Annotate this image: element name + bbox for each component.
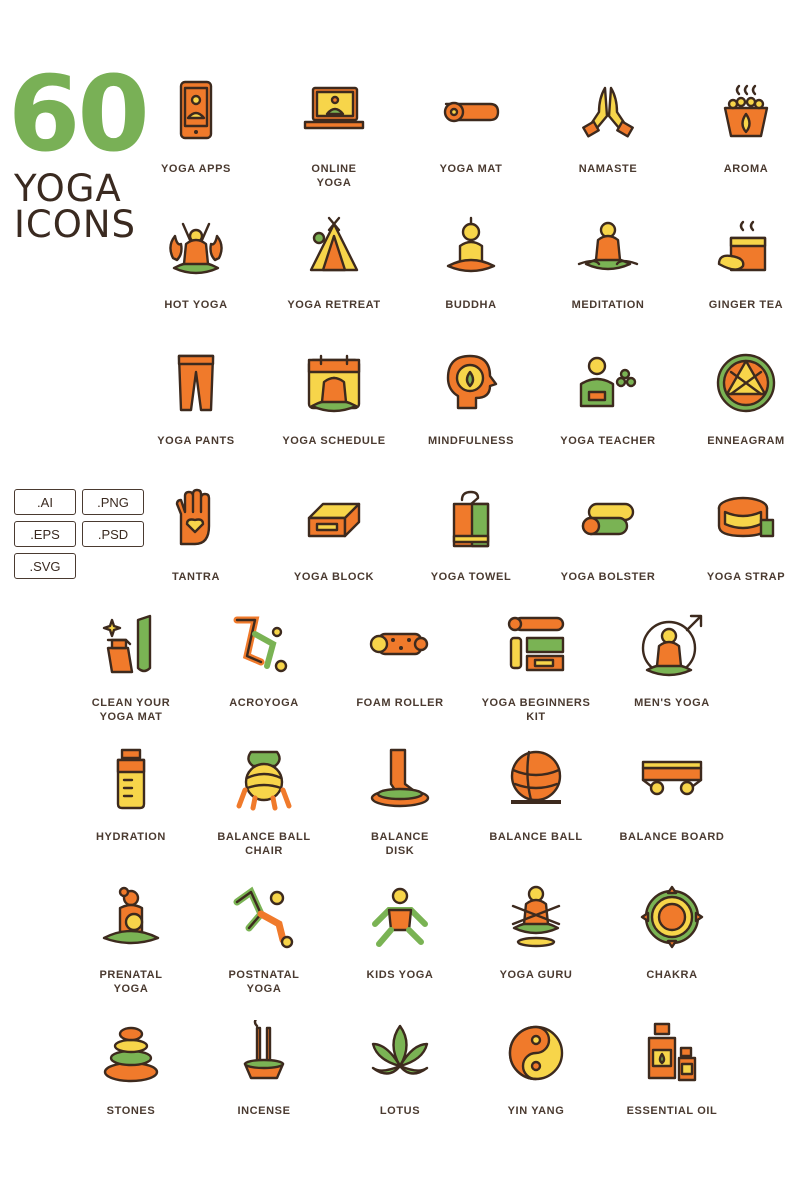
- icon-label: YOGA BLOCK: [293, 571, 375, 583]
- icon-label: YOGA SCHEDULE: [282, 435, 386, 447]
- icon-label: ENNEAGRAM: [707, 435, 785, 447]
- lotus-icon: [367, 1020, 433, 1086]
- format-badge-ai: .AI: [14, 489, 76, 515]
- icon-tile: [126, 78, 266, 176]
- icon-label: YOGA BOLSTER: [560, 571, 656, 583]
- icon-tile: [602, 612, 742, 710]
- icon-tile: [466, 746, 606, 844]
- icon-label: MEDITATION: [571, 299, 645, 311]
- format-badge-svg: .SVG: [14, 553, 76, 579]
- icon-label: POSTNATAL YOGA: [228, 969, 300, 995]
- calendar-icon: [301, 350, 367, 416]
- icon-label: NAMASTE: [578, 163, 638, 175]
- icon-label: YOGA GURU: [499, 969, 573, 981]
- icon-label: YOGA BEGINNERS KIT: [481, 697, 591, 723]
- format-badge-psd: .PSD: [82, 521, 144, 547]
- enneagram-icon: [713, 350, 779, 416]
- foam-roller-icon: [367, 612, 433, 678]
- hero-title-line2: ICONS: [14, 203, 137, 246]
- icon-tile: [676, 78, 800, 176]
- icon-label: CLEAN YOUR YOGA MAT: [91, 697, 171, 723]
- icon-tile: [602, 1020, 742, 1118]
- icon-tile: [401, 350, 541, 448]
- icon-tile: [264, 78, 404, 190]
- icon-tile: [61, 884, 201, 996]
- laptop-yoga-icon: [301, 78, 367, 144]
- acroyoga-icon: [231, 612, 297, 678]
- icon-label: YIN YANG: [507, 1105, 565, 1117]
- yoga-mat-icon: [438, 78, 504, 144]
- icon-label: KIDS YOGA: [366, 969, 434, 981]
- hot-yoga-icon: [163, 214, 229, 280]
- towel-icon: [438, 486, 504, 552]
- icon-label: BALANCE BALL CHAIR: [217, 831, 311, 857]
- icon-tile: [466, 1020, 606, 1118]
- balance-disk-icon: [367, 746, 433, 812]
- icon-label: YOGA PANTS: [157, 435, 235, 447]
- mens-yoga-icon: [639, 612, 705, 678]
- meditation-icon: [575, 214, 641, 280]
- buddha-icon: [438, 214, 504, 280]
- icon-label: BALANCE BALL: [489, 831, 583, 843]
- format-badge-png: .PNG: [82, 489, 144, 515]
- icon-label: BUDDHA: [445, 299, 497, 311]
- essential-oil-icon: [639, 1020, 705, 1086]
- icon-tile: [194, 746, 334, 858]
- icon-label: STONES: [106, 1105, 156, 1117]
- icon-label: FOAM ROLLER: [356, 697, 444, 709]
- icon-label: HOT YOGA: [164, 299, 228, 311]
- format-badge-eps: .EPS: [14, 521, 76, 547]
- mind-head-icon: [438, 350, 504, 416]
- teacher-icon: [575, 350, 641, 416]
- stones-icon: [98, 1020, 164, 1086]
- icon-tile: [676, 214, 800, 312]
- icon-tile: [466, 884, 606, 982]
- icon-tile: [330, 746, 470, 858]
- beginners-kit-icon: [503, 612, 569, 678]
- icon-label: CHAKRA: [646, 969, 698, 981]
- prenatal-icon: [98, 884, 164, 950]
- namaste-hands-icon: [575, 78, 641, 144]
- icon-label: YOGA MAT: [439, 163, 503, 175]
- icon-tile: [401, 78, 541, 176]
- icon-label: BALANCE BOARD: [619, 831, 725, 843]
- icon-tile: [194, 884, 334, 996]
- icon-tile: [538, 78, 678, 176]
- bolster-icon: [575, 486, 641, 552]
- icon-tile: [330, 1020, 470, 1118]
- postnatal-icon: [231, 884, 297, 950]
- icon-tile: [61, 746, 201, 844]
- icon-tile: [330, 884, 470, 982]
- icon-tile: [602, 884, 742, 982]
- icon-label: LOTUS: [379, 1105, 421, 1117]
- spray-mat-icon: [98, 612, 164, 678]
- icon-tile: [538, 214, 678, 312]
- ball-chair-icon: [231, 746, 297, 812]
- icon-tile: [61, 1020, 201, 1118]
- icon-label: YOGA RETREAT: [287, 299, 381, 311]
- incense-icon: [231, 1020, 297, 1086]
- yin-yang-icon: [503, 1020, 569, 1086]
- balance-board-icon: [639, 746, 705, 812]
- balance-ball-icon: [503, 746, 569, 812]
- icon-label: HYDRATION: [96, 831, 166, 843]
- icon-label: GINGER TEA: [708, 299, 784, 311]
- icon-label: ONLINE YOGA: [311, 163, 357, 189]
- icon-tile: [194, 612, 334, 710]
- icon-label: YOGA TEACHER: [560, 435, 656, 447]
- icon-tile: [602, 746, 742, 844]
- yoga-pants-icon: [163, 350, 229, 416]
- icon-label: YOGA STRAP: [706, 571, 786, 583]
- icon-label: PRENATAL YOGA: [99, 969, 163, 995]
- icon-tile: [330, 612, 470, 710]
- icon-tile: [61, 612, 201, 724]
- icon-label: AROMA: [723, 163, 769, 175]
- icon-label: BALANCE DISK: [371, 831, 429, 857]
- icon-tile: [264, 486, 404, 584]
- tantra-hand-icon: [163, 486, 229, 552]
- icon-tile: [676, 486, 800, 584]
- ginger-tea-icon: [713, 214, 779, 280]
- tent-icon: [301, 214, 367, 280]
- icon-label: TANTRA: [172, 571, 220, 583]
- icon-tile: [466, 612, 606, 724]
- hero-title-line1: YOGA: [14, 167, 122, 210]
- icon-tile: [126, 486, 266, 584]
- icon-tile: [676, 350, 800, 448]
- icon-label: ACROYOGA: [229, 697, 299, 709]
- strap-icon: [713, 486, 779, 552]
- phone-yoga-icon: [163, 78, 229, 144]
- icon-tile: [401, 214, 541, 312]
- icon-label: YOGA TOWEL: [430, 571, 512, 583]
- icon-label: YOGA APPS: [161, 163, 231, 175]
- icon-tile: [538, 350, 678, 448]
- icon-tile: [264, 214, 404, 312]
- icon-label: ESSENTIAL OIL: [626, 1105, 718, 1117]
- hero-count: 60: [8, 53, 147, 175]
- yoga-block-icon: [301, 486, 367, 552]
- icon-tile: [194, 1020, 334, 1118]
- kids-yoga-icon: [367, 884, 433, 950]
- aroma-pot-icon: [713, 78, 779, 144]
- guru-levitate-icon: [503, 884, 569, 950]
- icon-tile: [264, 350, 404, 448]
- icon-label: MEN'S YOGA: [634, 697, 710, 709]
- icon-label: MINDFULNESS: [427, 435, 515, 447]
- icon-tile: [126, 214, 266, 312]
- icon-tile: [401, 486, 541, 584]
- icon-label: INCENSE: [237, 1105, 291, 1117]
- water-bottle-icon: [98, 746, 164, 812]
- icon-tile: [538, 486, 678, 584]
- chakra-icon: [639, 884, 705, 950]
- icon-tile: [126, 350, 266, 448]
